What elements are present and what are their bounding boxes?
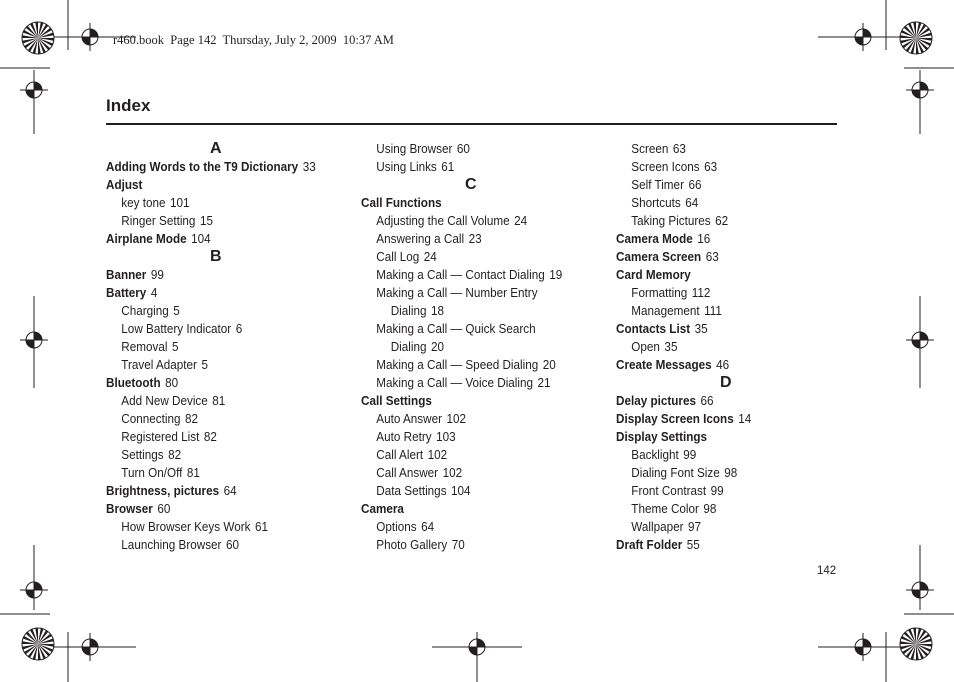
registration-mark-icon	[849, 633, 877, 661]
entry-term: Battery	[106, 285, 147, 300]
entry-page-ref: 112	[691, 285, 711, 300]
entry-term: Display Settings	[616, 429, 708, 444]
entry-term: Settings	[121, 447, 164, 462]
entry-term: Making a Call — Voice Dialing	[376, 375, 534, 390]
entry-page-ref: 80	[165, 375, 179, 390]
entry-term: Options	[376, 519, 417, 534]
entry-term: Dialing Font Size	[631, 465, 720, 480]
entry-page-ref: 111	[704, 303, 722, 318]
entry-page-ref: 70	[451, 537, 465, 552]
entry-page-ref: 98	[724, 465, 738, 480]
page-number: 142	[817, 565, 837, 577]
registration-mark-icon	[849, 23, 877, 51]
entry-page-ref: 82	[185, 411, 199, 426]
entry-term: Data Settings	[376, 483, 447, 498]
entry-term: Auto Retry	[376, 429, 432, 444]
entry-page-ref: 61	[441, 159, 455, 174]
entry-term: Auto Answer	[376, 411, 442, 426]
star-target-icon	[899, 21, 933, 55]
entry-page-ref: 81	[186, 465, 200, 480]
entry-page-ref: 16	[697, 231, 711, 246]
entry-term: Registered List	[121, 429, 200, 444]
entry-page-ref: 18	[430, 303, 444, 318]
entry-term: Making a Call — Quick Search	[376, 321, 536, 336]
entry-term: Adjusting the Call Volume	[376, 213, 510, 228]
entry-page-ref: 5	[173, 303, 180, 318]
entry-term: Using Links	[376, 159, 437, 174]
entry-term: Travel Adapter	[121, 357, 197, 372]
registration-mark-icon	[463, 633, 491, 661]
entry-term: Airplane Mode	[106, 231, 187, 246]
entry-page-ref: 21	[537, 375, 551, 390]
entry-page-ref: 19	[549, 267, 563, 282]
entry-term: key tone	[121, 195, 166, 210]
entry-term: Call Alert	[376, 447, 424, 462]
entry-term: Low Battery Indicator	[121, 321, 232, 336]
entry-page-ref: 104	[451, 483, 471, 498]
entry-page-ref: 102	[442, 465, 463, 480]
entry-page-ref: 20	[542, 357, 556, 372]
entry-page-ref: 33	[302, 159, 316, 174]
entry-term: Camera	[361, 501, 404, 516]
entry-page-ref: 103	[436, 429, 456, 444]
page-title: Index	[106, 96, 151, 115]
entry-term: Making a Call — Speed Dialing	[376, 357, 539, 372]
entry-term: Dialing	[390, 339, 427, 354]
index-letter-heading: B	[210, 248, 222, 265]
entry-page-ref: 62	[715, 213, 729, 228]
entry-page-ref: 99	[710, 483, 724, 498]
entry-page-ref: 55	[686, 537, 700, 552]
entry-term: Ringer Setting	[121, 213, 196, 228]
entry-term: Open	[631, 339, 660, 354]
entry-page-ref: 81	[212, 393, 226, 408]
star-target-icon	[21, 21, 55, 55]
entry-page-ref: 82	[168, 447, 182, 462]
entry-term: Charging	[121, 303, 169, 318]
entry-page-ref: 99	[683, 447, 697, 462]
entry-term: Answering a Call	[376, 231, 465, 246]
entry-term: Create Messages	[616, 357, 712, 372]
print-header: r460.book Page 142 Thursday, July 2, 2009 10:37 AM	[113, 33, 394, 47]
entry-page-ref: 66	[700, 393, 714, 408]
entry-page-ref: 99	[150, 267, 164, 282]
entry-term: Contacts List	[616, 321, 691, 336]
entry-term: Making a Call — Contact Dialing	[376, 267, 545, 282]
registration-mark-icon	[20, 76, 48, 104]
entry-term: Screen Icons	[631, 159, 700, 174]
entry-page-ref: 101	[170, 195, 190, 210]
entry-page-ref: 64	[223, 483, 237, 498]
star-target-icon	[899, 627, 933, 661]
entry-page-ref: 35	[694, 321, 708, 336]
entry-term: Formatting	[631, 285, 688, 300]
entry-page-ref: 63	[704, 159, 718, 174]
entry-term: Turn On/Off	[121, 465, 183, 480]
entry-page-ref: 61	[254, 519, 268, 534]
entry-term: Screen	[631, 141, 669, 156]
entry-page-ref: 4	[150, 285, 158, 300]
entry-term: Dialing	[390, 303, 427, 318]
entry-term: Backlight	[631, 447, 679, 462]
entry-term: Shortcuts	[631, 195, 681, 210]
entry-page-ref: 15	[199, 213, 213, 228]
entry-term: Call Functions	[361, 195, 442, 210]
entry-term: Bluetooth	[106, 375, 161, 390]
registration-mark-icon	[76, 633, 104, 661]
entry-page-ref: 35	[664, 339, 678, 354]
registration-mark-icon	[20, 576, 48, 604]
entry-term: Add New Device	[121, 393, 208, 408]
index-letter-heading: A	[210, 140, 222, 157]
registration-mark-icon	[906, 576, 934, 604]
entry-term: Connecting	[121, 411, 181, 426]
entry-term: Call Settings	[361, 393, 432, 408]
entry-page-ref: 97	[688, 519, 702, 534]
entry-term: Adding Words to the T9 Dictionary	[106, 159, 299, 174]
entry-page-ref: 46	[716, 357, 730, 372]
entry-term: How Browser Keys Work	[121, 519, 251, 534]
entry-term: Taking Pictures	[631, 213, 711, 228]
entry-term: Launching Browser	[121, 537, 222, 552]
entry-page-ref: 23	[468, 231, 482, 246]
entry-page-ref: 24	[423, 249, 437, 264]
entry-page-ref: 82	[203, 429, 217, 444]
registration-mark-icon	[906, 326, 934, 354]
entry-term: Delay pictures	[616, 393, 696, 408]
registration-mark-icon	[906, 76, 934, 104]
registration-mark-icon	[20, 326, 48, 354]
entry-term: Making a Call — Number Entry	[376, 285, 538, 300]
entry-term: Removal	[121, 339, 168, 354]
entry-term: Management	[631, 303, 700, 318]
entry-term: Front Contrast	[631, 483, 707, 498]
entry-term: Camera Screen	[616, 249, 702, 264]
entry-page-ref: 5	[201, 357, 208, 372]
entry-page-ref: 60	[456, 141, 470, 156]
entry-page-ref: 60	[157, 501, 171, 516]
index-letter-heading: D	[720, 374, 732, 391]
entry-page-ref: 6	[235, 321, 243, 336]
entry-term: Card Memory	[616, 267, 691, 282]
entry-page-ref: 14	[738, 411, 752, 426]
entry-term: Banner	[106, 267, 147, 282]
entry-page-ref: 98	[703, 501, 717, 516]
entry-page-ref: 5	[171, 339, 179, 354]
entry-page-ref: 64	[685, 195, 699, 210]
entry-term: Call Answer	[376, 465, 439, 480]
entry-page-ref: 20	[430, 339, 444, 354]
index-letter-heading: C	[465, 176, 477, 193]
star-target-icon	[21, 627, 55, 661]
entry-page-ref: 102	[446, 411, 467, 426]
entry-page-ref: 60	[225, 537, 239, 552]
entry-term: Wallpaper	[631, 519, 684, 534]
entry-page-ref: 66	[688, 177, 702, 192]
entry-term: Using Browser	[376, 141, 453, 156]
entry-term: Self Timer	[631, 177, 684, 192]
entry-term: Call Log	[376, 249, 420, 264]
entry-term: Adjust	[106, 177, 143, 192]
entry-page-ref: 104	[191, 231, 211, 246]
entry-page-ref: 63	[705, 249, 719, 264]
entry-term: Browser	[106, 501, 153, 516]
entry-term: Camera Mode	[616, 231, 693, 246]
entry-page-ref: 63	[672, 141, 686, 156]
entry-page-ref: 64	[421, 519, 435, 534]
entry-page-ref: 102	[427, 447, 448, 462]
entry-term: Photo Gallery	[376, 537, 448, 552]
entry-term: Brightness, pictures	[106, 483, 220, 498]
entry-term: Display Screen Icons	[616, 411, 734, 426]
entry-term: Theme Color	[631, 501, 699, 516]
entry-term: Draft Folder	[616, 537, 683, 552]
entry-page-ref: 24	[514, 213, 528, 228]
registration-mark-icon	[76, 23, 104, 51]
